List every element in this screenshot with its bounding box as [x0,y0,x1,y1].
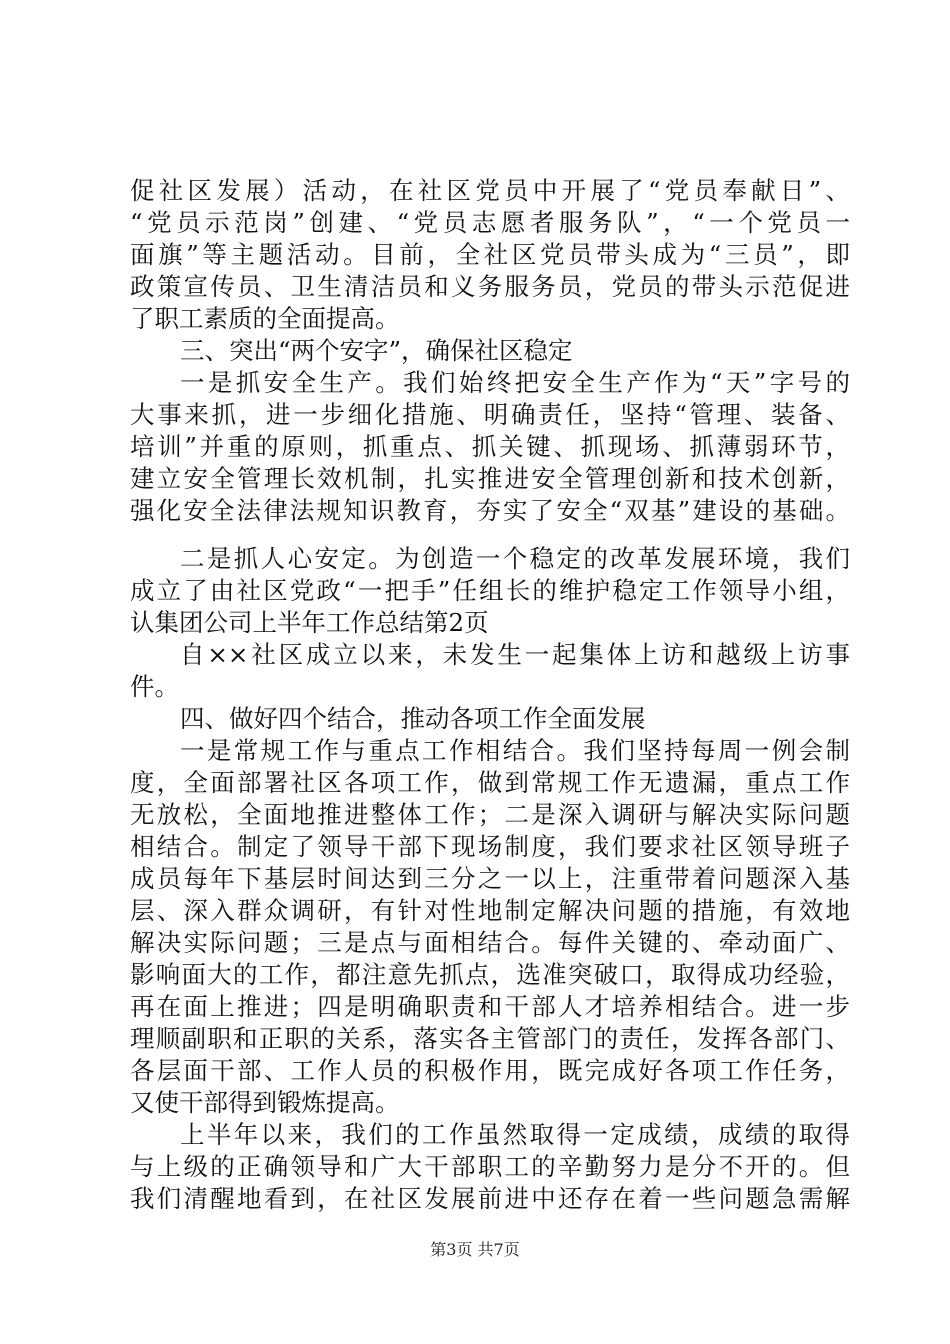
body-line: 我们清醒地看到，在社区发展前进中还存在着一些问题急需解 [130,1184,850,1213]
body-line: 无放松，全面地推进整体工作；二是深入调研与解决实际问题 [130,800,850,829]
body-line: 相结合。制定了领导干部下现场制度，我们要求社区领导班子 [130,832,850,861]
body-line: 成员每年下基层时间达到三分之一以上，注重带着问题深入基 [130,864,850,893]
body-line: 影响面大的工作，都注意先抓点，选准突破口，取得成功经验， [130,960,850,989]
body-line: 各层面干部、工作人员的积极作用，既完成好各项工作任务， [130,1056,850,1085]
page-number-footer: 第3页 共7页 [430,1240,520,1259]
body-line: 件。 [130,672,179,701]
body-line: 面旗”等主题活动。目前，全社区党员带头成为“三员”，即 [130,240,850,269]
body-line: 促社区发展）活动，在社区党员中开展了“党员奉献日”、 [130,176,850,205]
body-line: 再在面上推进；四是明确职责和干部人才培养相结合。进一步 [130,992,850,1021]
section-heading: 三、突出“两个安字”，确保社区稳定 [180,336,573,365]
section-heading: 四、做好四个结合，推动各项工作全面发展 [180,704,646,733]
body-line: 大事来抓，进一步细化措施、明确责任，坚持“管理、装备、 [130,400,850,429]
body-line: 上半年以来，我们的工作虽然取得一定成绩，成绩的取得 [180,1120,850,1149]
body-line: 建立安全管理长效机制，扎实推进安全管理创新和技术创新， [130,464,850,493]
body-line: 了职工素质的全面提高。 [130,304,400,333]
body-line: 强化安全法律法规知识教育，夯实了安全“双基”建设的基础。 [130,496,850,525]
body-line: 培训”并重的原则，抓重点、抓关键、抓现场、抓薄弱环节， [130,432,850,461]
body-line: “党员示范岗”创建、“党员志愿者服务队”，“一个党员一 [130,208,850,237]
body-line: 解决实际问题；三是点与面相结合。每件关键的、牵动面广、 [130,928,850,957]
body-line: 与上级的正确领导和广大干部职工的辛勤努力是分不开的。但 [130,1152,850,1181]
body-line: 自××社区成立以来，未发生一起集体上访和越级上访事 [180,640,850,669]
body-line: 成立了由社区党政“一把手”任组长的维护稳定工作领导小组， [130,576,850,605]
body-line: 又使干部得到锻炼提高。 [130,1088,400,1117]
body-line: 二是抓人心安定。为创造一个稳定的改革发展环境，我们 [180,544,850,573]
body-line: 政策宣传员、卫生清洁员和义务服务员，党员的带头示范促进 [130,272,850,301]
body-line: 认集团公司上半年工作总结第2页 [130,608,489,637]
body-line: 度，全面部署社区各项工作，做到常规工作无遗漏，重点工作 [130,768,850,797]
body-line: 理顺副职和正职的关系，落实各主管部门的责任，发挥各部门、 [130,1024,850,1053]
body-line: 层、深入群众调研，有针对性地制定解决问题的措施，有效地 [130,896,850,925]
body-line: 一是抓安全生产。我们始终把安全生产作为“天”字号的 [180,368,850,397]
body-line: 一是常规工作与重点工作相结合。我们坚持每周一例会制 [180,736,850,765]
